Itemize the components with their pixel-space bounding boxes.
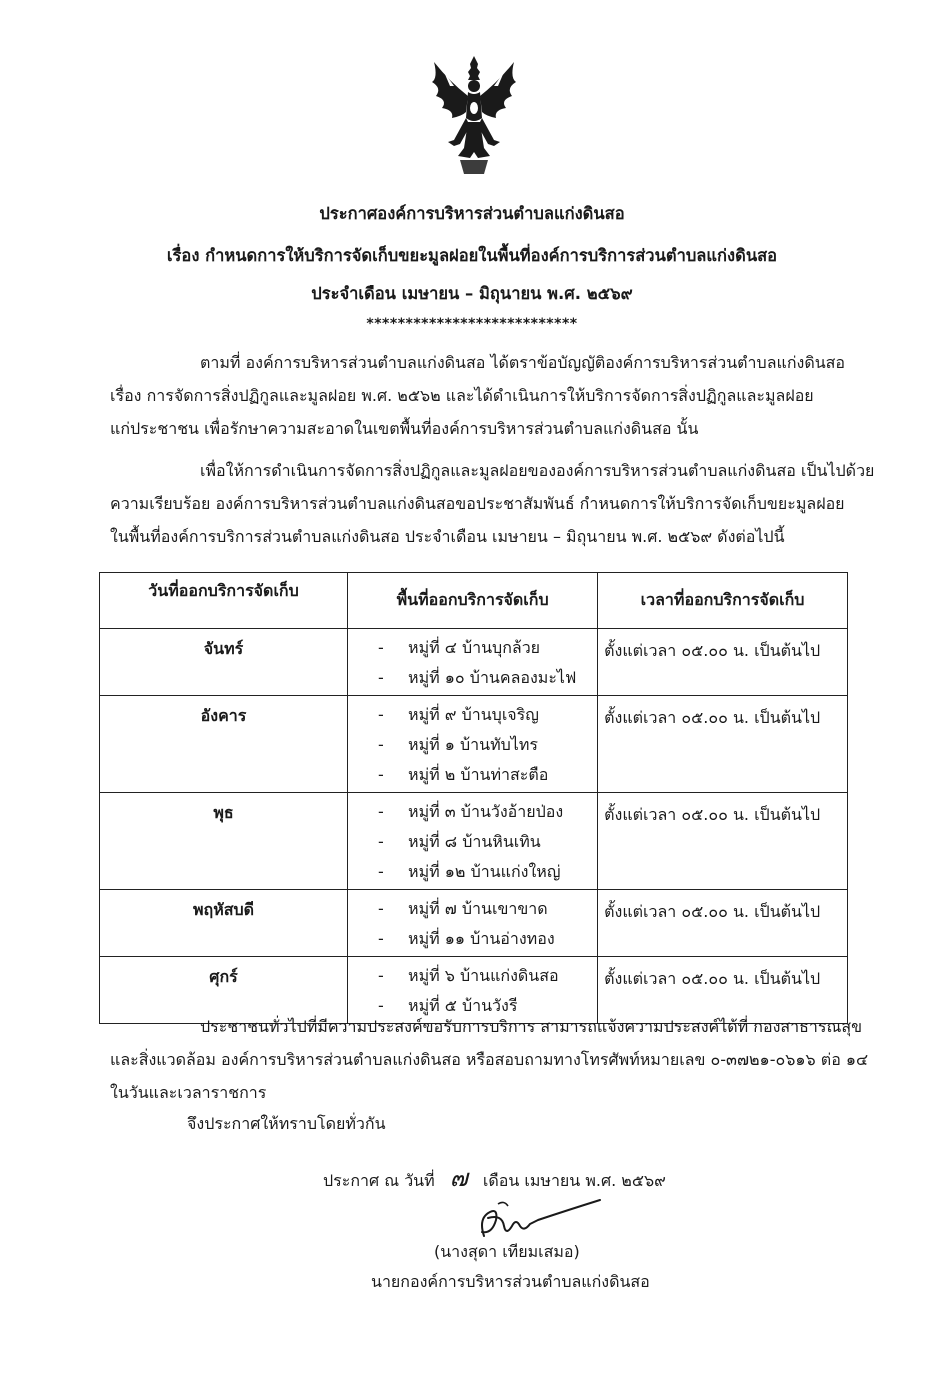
time-cell: ตั้งแต่เวลา ๐๕.๐๐ น. เป็นต้นไป bbox=[598, 793, 848, 890]
table-row bbox=[100, 696, 848, 793]
paragraph-line: และสิ่งแวดล้อม องค์การบริหารส่วนตำบลแก่งดินสอ หรือสอบถามทางโทรศัพท์หมายเลข ๐-๓๗๒๑-๐๖๑๖ ต่อ ๑๔ bbox=[110, 1050, 869, 1069]
date-prefix: ประกาศ ณ วันที่ bbox=[323, 1171, 435, 1190]
area-item: - หมู่ที่ ๑๑ บ้านอ่างทอง bbox=[378, 929, 555, 948]
area-item: - หมู่ที่ ๒ บ้านท่าสะตือ bbox=[378, 765, 549, 784]
announcement-date bbox=[323, 1158, 666, 1197]
area-item: - หมู่ที่ ๔ บ้านบุกล้วย bbox=[378, 638, 541, 657]
paragraph-line: เรื่อง การจัดการสิ่งปฏิกูลและมูลฝอย พ.ศ. ๒๕๖๒ และได้ดำเนินการให้บริการจัดการสิ่งปฏิกูลและมูลฝอย bbox=[110, 386, 814, 405]
area-item: - หมู่ที่ ๑๐ บ้านคลองมะไฟ bbox=[378, 668, 577, 687]
purpose-paragraph bbox=[110, 454, 875, 553]
day-cell: จันทร์ bbox=[100, 629, 348, 696]
collection-schedule-table bbox=[99, 572, 848, 1024]
area-item: - หมู่ที่ ๓ บ้านวังอ้ายป่อง bbox=[378, 802, 564, 821]
signature-mark-icon bbox=[468, 1196, 608, 1244]
area-item: - หมู่ที่ ๖ บ้านแก่งดินสอ bbox=[378, 966, 559, 985]
day-cell: ศุกร์ bbox=[100, 957, 348, 1024]
paragraph-line: แก่ประชาชน เพื่อรักษาความสะอาดในเขตพื้นที่องค์การบริหารส่วนตำบลแก่งดินสอ นั้น bbox=[110, 419, 699, 438]
day-cell: พุธ bbox=[100, 793, 348, 890]
area-item: - หมู่ที่ ๗ บ้านเขาขาด bbox=[378, 899, 548, 918]
closing-statement: จึงประกาศให้ทราบโดยทั่วกัน bbox=[187, 1114, 386, 1133]
areas-cell bbox=[348, 696, 598, 793]
areas-cell bbox=[348, 629, 598, 696]
intro-paragraph bbox=[110, 346, 872, 445]
paragraph-line: เพื่อให้การดำเนินการจัดการสิ่งปฏิกูลและมูลฝอยขององค์การบริหารส่วนตำบลแก่งดินสอ เป็นไปด้วย bbox=[200, 461, 875, 480]
day-cell: พฤหัสบดี bbox=[100, 890, 348, 957]
contact-paragraph bbox=[110, 1010, 872, 1109]
table-header-row bbox=[100, 573, 848, 629]
paragraph-line: ในวันและเวลาราชการ bbox=[110, 1083, 267, 1102]
paragraph-line: ความเรียบร้อย องค์การบริหารส่วนตำบลแก่งดินสอขอประชาสัมพันธ์ กำหนดการให้บริการจัดเก็บขยะมูลฝอย bbox=[110, 494, 845, 513]
areas-cell bbox=[348, 890, 598, 957]
handwritten-day: ๗ bbox=[449, 1164, 468, 1192]
garuda-emblem-icon bbox=[424, 52, 524, 178]
subject-line: เรื่อง กำหนดการให้บริการจัดเก็บขยะมูลฝอยในพื้นที่องค์การบริการส่วนตำบลแก่งดินสอ bbox=[166, 246, 778, 265]
time-cell: ตั้งแต่เวลา ๐๕.๐๐ น. เป็นต้นไป bbox=[598, 629, 848, 696]
paragraph-line: ในพื้นที่องค์การบริการส่วนตำบลแก่งดินสอ ประจำเดือน เมษายน – มิถุนายน พ.ศ. ๒๕๖๙ ดังต่อไปนี้ bbox=[110, 527, 785, 546]
table-row bbox=[100, 629, 848, 696]
areas-cell bbox=[348, 793, 598, 890]
time-cell: ตั้งแต่เวลา ๐๕.๐๐ น. เป็นต้นไป bbox=[598, 890, 848, 957]
period-line: ประจำเดือน เมษายน – มิถุนายน พ.ศ. ๒๕๖๙ bbox=[311, 284, 633, 303]
org-title: ประกาศองค์การบริหารส่วนตำบลแก่งดินสอ bbox=[319, 204, 625, 223]
time-cell: ตั้งแต่เวลา ๐๕.๐๐ น. เป็นต้นไป bbox=[598, 696, 848, 793]
time-cell: ตั้งแต่เวลา ๐๕.๐๐ น. เป็นต้นไป bbox=[598, 957, 848, 1024]
table-row bbox=[100, 793, 848, 890]
area-item: - หมู่ที่ ๑๒ บ้านแก่งใหญ่ bbox=[378, 862, 561, 881]
column-header-area: พื้นที่ออกบริการจัดเก็บ bbox=[348, 573, 598, 629]
area-item: - หมู่ที่ ๘ บ้านหินเทิน bbox=[378, 832, 541, 851]
signatory-name: (นางสุดา เทียมเสมอ) bbox=[434, 1242, 580, 1261]
separator-stars: *************************** bbox=[366, 316, 578, 332]
table-row bbox=[100, 890, 848, 957]
column-header-time: เวลาที่ออกบริการจัดเก็บ bbox=[598, 573, 848, 629]
date-suffix: เดือน เมษายน พ.ศ. ๒๕๖๙ bbox=[482, 1171, 666, 1190]
paragraph-line: ประชาชนทั่วไปที่มีความประสงค์ขอรับการบริการ สามารถแจ้งความประสงค์ได้ที่ กองสาธารณสุข bbox=[200, 1017, 863, 1036]
area-item: - หมู่ที่ ๙ บ้านบุเจริญ bbox=[378, 705, 539, 724]
column-header-day: วันที่ออกบริการจัดเก็บ bbox=[100, 573, 348, 629]
signatory-position: นายกองค์การบริหารส่วนตำบลแก่งดินสอ bbox=[371, 1272, 650, 1291]
area-item: - หมู่ที่ ๑ บ้านทับไทร bbox=[378, 735, 538, 754]
area-item: - หมู่ที่ ๕ บ้านวังรี bbox=[378, 996, 518, 1015]
paragraph-line: ตามที่ องค์การบริหารส่วนตำบลแก่งดินสอ ได้ตราข้อบัญญัติองค์การบริหารส่วนตำบลแก่งดินสอ bbox=[200, 353, 846, 372]
day-cell: อังคาร bbox=[100, 696, 348, 793]
